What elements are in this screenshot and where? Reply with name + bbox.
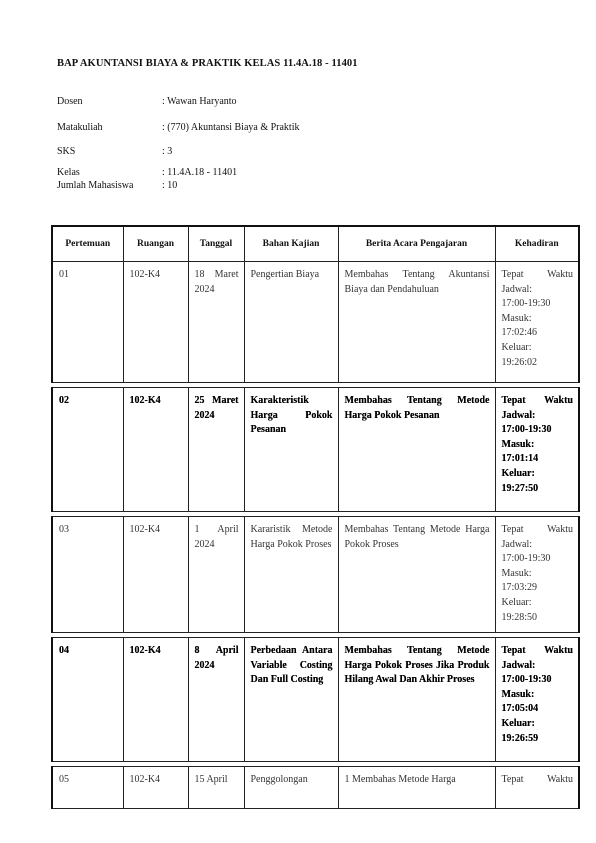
cell-berita-acara-text: 1 Membahas Metode Harga xyxy=(344,774,456,785)
table-row xyxy=(52,262,579,383)
kehadiran-line: Jadwal: xyxy=(501,283,533,295)
kehadiran-line: Keluar: xyxy=(501,341,532,353)
cell-ruangan-text: 102-K4 xyxy=(129,645,161,656)
cell-kehadiran xyxy=(495,262,579,383)
cell-pertemuan-text: 01 xyxy=(59,269,69,280)
kehadiran-line: 17:00-19:30 xyxy=(501,674,552,686)
kehadiran-line: Masuk: xyxy=(501,312,532,324)
cell-bahan-kajian-text: Kararistik Metode Harga Pokok Proses xyxy=(250,524,333,550)
document-title: BAP AKUNTANSI BIAYA & PRAKTIK KELAS 11.4A.18 - 11401 xyxy=(57,58,358,69)
cell-pertemuan xyxy=(52,262,123,383)
cell-berita-acara xyxy=(338,388,495,512)
cell-kehadiran xyxy=(495,638,579,762)
kehadiran-line: 17:00-19:30 xyxy=(501,553,551,565)
cell-tanggal xyxy=(188,638,244,762)
meta-value: : 11.4A.18 - 11401 xyxy=(162,167,238,178)
cell-berita-acara xyxy=(338,262,495,383)
table-row xyxy=(52,638,579,762)
kehadiran-line: Tepat Waktu xyxy=(501,774,573,785)
cell-kehadiran xyxy=(495,517,579,633)
header-tanggal: Tanggal xyxy=(188,226,244,262)
cell-tanggal xyxy=(188,388,244,512)
cell-bahan-kajian xyxy=(244,388,338,512)
cell-ruangan-text: 102-K4 xyxy=(129,269,161,280)
kehadiran-line: 19:27:50 xyxy=(501,482,539,494)
kehadiran-line: Tepat Waktu xyxy=(501,269,573,280)
meta-label: Jumlah Mahasiswa xyxy=(57,180,134,191)
kehadiran-line: Masuk: xyxy=(501,438,535,450)
meta-value: : 10 xyxy=(162,180,178,191)
cell-ruangan xyxy=(123,767,188,809)
cell-tanggal xyxy=(188,767,244,809)
cell-tanggal-text: 1 April 2024 xyxy=(194,524,239,550)
cell-berita-acara-text: Membahas Tentang Metode Harga Pokok Pesanan xyxy=(344,395,490,421)
cell-ruangan-text: 102-K4 xyxy=(129,774,161,785)
cell-bahan-kajian-text: Karakteristik Harga Pokok Pesanan xyxy=(250,395,333,436)
kehadiran-line: Masuk: xyxy=(501,567,532,579)
kehadiran-line: Jadwal: xyxy=(501,659,536,671)
cell-ruangan xyxy=(123,638,188,762)
header-pertemuan: Pertemuan xyxy=(52,226,123,262)
cell-pertemuan-text: 02 xyxy=(59,395,69,406)
kehadiran-line: 19:28:50 xyxy=(501,611,538,623)
kehadiran-line: 17:00-19:30 xyxy=(501,298,551,310)
table-row xyxy=(52,517,579,633)
cell-berita-acara xyxy=(338,517,495,633)
table-header-row xyxy=(52,226,579,262)
kehadiran-line: Tepat Waktu xyxy=(501,395,573,406)
bap-table xyxy=(51,225,580,809)
cell-berita-acara-text: Membahas Tentang Akuntansi Biaya dan Pendahuluan xyxy=(344,269,490,295)
cell-ruangan xyxy=(123,262,188,383)
header-berita-acara: Berita Acara Pengajaran xyxy=(338,226,495,262)
meta-label: SKS xyxy=(57,146,76,157)
kehadiran-line: Masuk: xyxy=(501,688,535,700)
cell-kehadiran xyxy=(495,388,579,512)
cell-pertemuan-text: 03 xyxy=(59,524,69,535)
cell-ruangan-text: 102-K4 xyxy=(129,524,161,535)
cell-bahan-kajian xyxy=(244,638,338,762)
kehadiran-line: Keluar: xyxy=(501,717,535,729)
kehadiran-line: 19:26:59 xyxy=(501,732,539,744)
cell-ruangan xyxy=(123,517,188,633)
cell-pertemuan-text: 04 xyxy=(59,645,69,656)
table-row xyxy=(52,767,579,809)
cell-tanggal xyxy=(188,517,244,633)
cell-bahan-kajian-text: Pengertian Biaya xyxy=(250,269,320,280)
kehadiran-line: Tepat Waktu xyxy=(501,524,573,535)
meta-value: : (770) Akuntansi Biaya & Praktik xyxy=(162,122,300,133)
cell-berita-acara xyxy=(338,638,495,762)
cell-bahan-kajian xyxy=(244,262,338,383)
cell-berita-acara-text: Membahas Tentang Metode Harga Pokok Proses xyxy=(344,524,490,550)
kehadiran-line: 17:03:29 xyxy=(501,582,538,594)
cell-ruangan-text: 102-K4 xyxy=(129,395,161,406)
cell-pertemuan xyxy=(52,388,123,512)
kehadiran-line: Tepat Waktu xyxy=(501,645,573,656)
cell-bahan-kajian-text: Penggolongan xyxy=(250,774,308,785)
meta-value: : Wawan Haryanto xyxy=(162,96,237,107)
kehadiran-line: Jadwal: xyxy=(501,409,536,421)
cell-kehadiran xyxy=(495,767,579,809)
header-kehadiran: Kehadiran xyxy=(495,226,579,262)
cell-ruangan xyxy=(123,388,188,512)
cell-berita-acara xyxy=(338,767,495,809)
cell-tanggal-text: 15 April xyxy=(194,774,228,785)
meta-label: Matakuliah xyxy=(57,122,103,133)
kehadiran-line: 17:02:46 xyxy=(501,327,538,339)
kehadiran-line: 17:00-19:30 xyxy=(501,424,552,436)
cell-bahan-kajian-text: Perbedaan Antara Variable Costing Dan Full Costing xyxy=(250,645,333,686)
cell-bahan-kajian xyxy=(244,517,338,633)
kehadiran-line: Jadwal: xyxy=(501,538,533,550)
kehadiran-line: 17:01:14 xyxy=(501,453,539,465)
cell-berita-acara-text: Membahas Tentang Metode Harga Pokok Proses Jika Produk Hilang Awal Dan Akhir Proses xyxy=(344,645,490,686)
meta-label: Dosen xyxy=(57,96,83,107)
cell-tanggal xyxy=(188,262,244,383)
cell-pertemuan xyxy=(52,638,123,762)
cell-pertemuan xyxy=(52,517,123,633)
cell-tanggal-text: 18 Maret 2024 xyxy=(194,269,239,295)
kehadiran-line: Keluar: xyxy=(501,467,535,479)
cell-tanggal-text: 25 Maret 2024 xyxy=(194,395,239,421)
kehadiran-line: 17:05:04 xyxy=(501,703,539,715)
cell-pertemuan xyxy=(52,767,123,809)
cell-bahan-kajian xyxy=(244,767,338,809)
table-row xyxy=(52,388,579,512)
cell-tanggal-text: 8 April 2024 xyxy=(194,645,239,671)
meta-value: : 3 xyxy=(162,146,173,157)
meta-label: Kelas xyxy=(57,167,80,178)
cell-pertemuan-text: 05 xyxy=(59,774,69,785)
header-ruangan: Ruangan xyxy=(123,226,188,262)
kehadiran-line: Keluar: xyxy=(501,596,532,608)
kehadiran-line: 19:26:02 xyxy=(501,356,538,368)
header-bahan-kajian: Bahan Kajian xyxy=(244,226,338,262)
